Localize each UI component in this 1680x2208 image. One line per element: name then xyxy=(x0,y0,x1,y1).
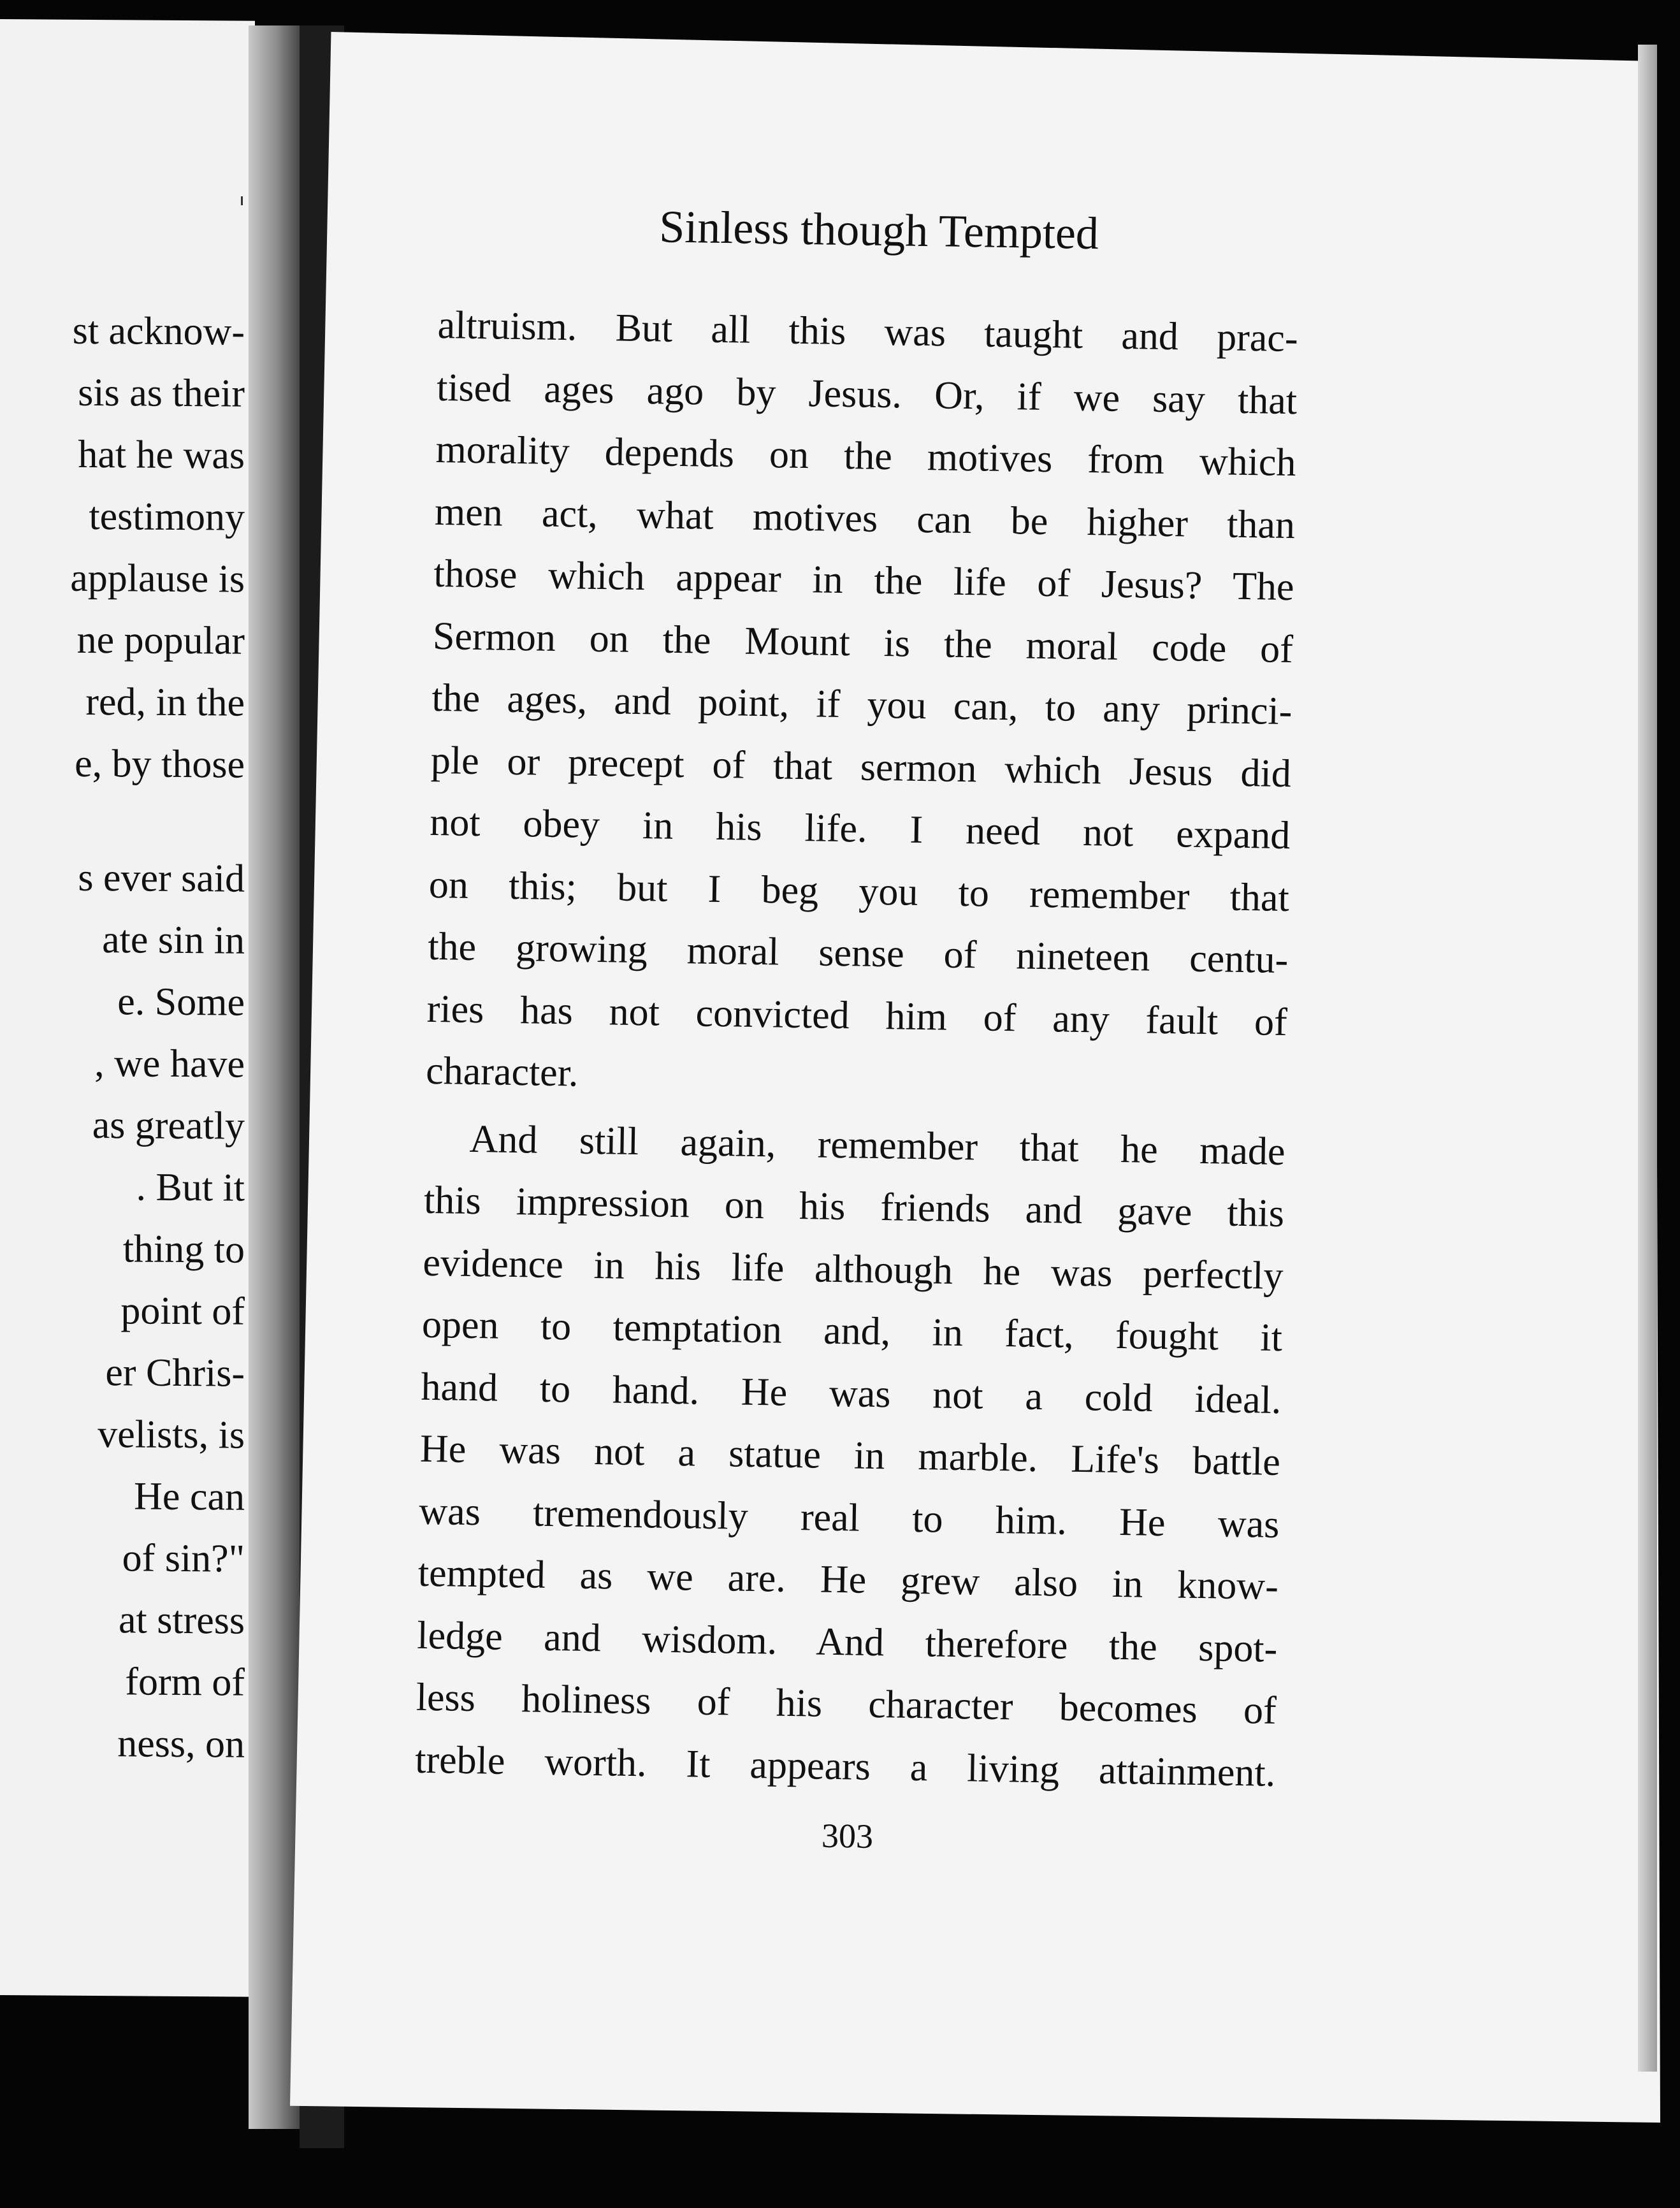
text-line: altruism. But all this was taught and prac- xyxy=(437,303,1299,361)
previous-page-line: sis as their xyxy=(78,370,245,416)
page-number: 303 xyxy=(821,1816,874,1856)
text-line: ledge and wisdom. And therefore the spot- xyxy=(416,1613,1278,1671)
text-line: He was not a statue in marble. Life's battle xyxy=(419,1427,1281,1484)
previous-page-line: form of xyxy=(125,1660,245,1704)
previous-page-line: as greatly xyxy=(92,1103,245,1148)
text-line: open to temptation and, in fact, fought it xyxy=(421,1302,1283,1360)
printer-mark xyxy=(241,196,243,205)
text-line: And still again, remember that he made xyxy=(469,1117,1286,1173)
previous-page-line: red, in the xyxy=(85,679,245,725)
previous-page-line: s ever said xyxy=(78,855,245,901)
page-edge xyxy=(1638,45,1657,2072)
text-line: Sermon on the Mount is the moral code of xyxy=(432,614,1294,671)
text-line: on this; but I beg you to remember that xyxy=(428,862,1290,920)
text-line: this impression on his friends and gave this xyxy=(423,1178,1285,1236)
previous-page-line: st acknow- xyxy=(72,309,245,354)
text-line: was tremendously real to him. He was xyxy=(418,1489,1280,1546)
previous-page-line: applause is xyxy=(70,556,245,601)
text-line: those which appear in the life of Jesus? The xyxy=(433,551,1294,609)
previous-page-line: e. Some xyxy=(117,980,245,1024)
running-head: Sinless though Tempted xyxy=(658,201,1099,259)
text-line: the ages, and point, if you can, to any princi- xyxy=(431,676,1293,734)
previous-page-line: velists, is xyxy=(98,1413,245,1457)
text-line: ple or precept of that sermon which Jesus did xyxy=(430,738,1292,795)
previous-page-line: point of xyxy=(120,1289,245,1333)
previous-page-line: . But it xyxy=(136,1165,245,1210)
text-line: less holiness of his character becomes of xyxy=(416,1675,1277,1732)
paragraph-gap xyxy=(0,794,245,848)
paragraph-1 xyxy=(426,294,1299,1116)
previous-page-line: ness, on xyxy=(117,1722,245,1766)
previous-page-line: of sin?" xyxy=(122,1536,245,1581)
previous-page-line: e, by those xyxy=(75,741,245,787)
text-line: the growing moral sense of nineteen centu- xyxy=(427,924,1289,982)
previous-page-line: , we have xyxy=(94,1042,245,1086)
text-line: not obey in his life. I need not expand xyxy=(429,800,1291,858)
text-line: character. xyxy=(425,1049,579,1095)
text-line: evidence in his life although he was perfectly xyxy=(423,1240,1284,1298)
text-line: tised ages ago by Jesus. Or, if we say that xyxy=(436,365,1298,423)
previous-page-line: testimony xyxy=(89,494,245,539)
previous-page-line: He can xyxy=(134,1474,245,1519)
previous-page-line: ate sin in xyxy=(102,918,245,962)
previous-page-line: ne popular xyxy=(76,618,245,663)
text-line: hand to hand. He was not a cold ideal. xyxy=(421,1365,1282,1422)
text-line: tempted as we are. He grew also in know- xyxy=(417,1551,1279,1608)
previous-page-line: er Chris- xyxy=(105,1351,245,1395)
current-page-text xyxy=(414,191,1300,1868)
text-line: morality depends on the motives from which xyxy=(435,427,1297,485)
previous-page-line: hat he was xyxy=(78,432,245,477)
text-line: men act, what motives can be higher than xyxy=(434,490,1296,547)
text-line: treble worth. It appears a living attainment. xyxy=(414,1738,1276,1795)
paragraph-2 xyxy=(415,1107,1286,1805)
previous-page-line: at stress xyxy=(118,1598,245,1643)
previous-page xyxy=(0,19,255,1997)
text-line: ries has not convicted him of any fault of xyxy=(426,987,1288,1044)
previous-page-line: thing to xyxy=(122,1227,245,1272)
previous-page-text xyxy=(0,300,245,1776)
